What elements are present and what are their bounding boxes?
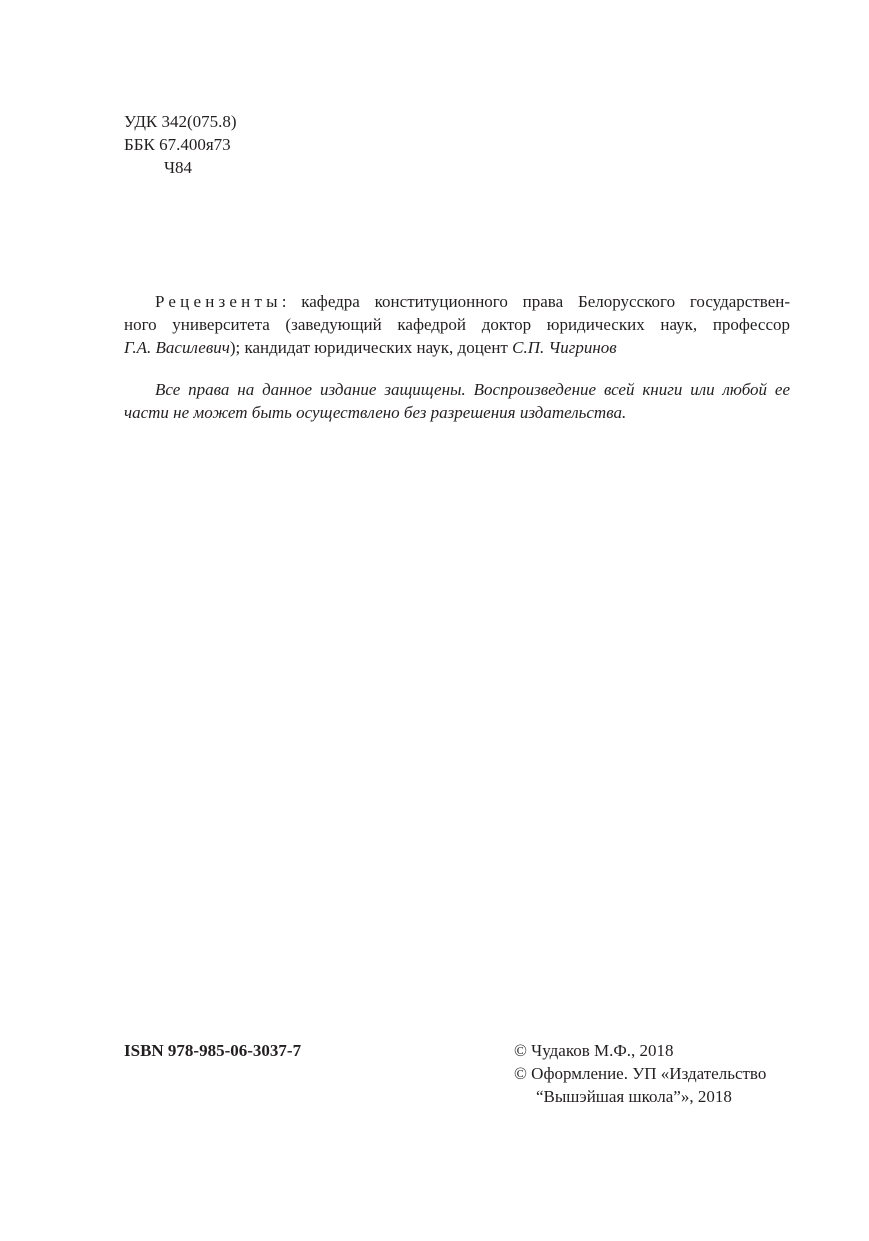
reviewers-line-1 bbox=[124, 290, 790, 313]
classification-block bbox=[124, 110, 237, 179]
head-of-department-name: Г.А. Василевич bbox=[124, 338, 230, 357]
docent-name: С.П. Чигринов bbox=[512, 338, 617, 357]
reviewers-paragraph bbox=[124, 290, 790, 359]
rights-notice bbox=[124, 378, 790, 424]
bbk-code: ББК 67.400я73 bbox=[124, 135, 231, 154]
author-mark: Ч84 bbox=[164, 158, 193, 177]
copyright-design: © Оформление. УП «Издательство bbox=[514, 1064, 767, 1083]
reviewers-line-3-middle: ); кандидат юридических наук, доцент bbox=[229, 338, 513, 357]
copyright-publisher: “Вышэйшая школа”», 2018 bbox=[536, 1087, 732, 1106]
rights-line-1: Все права на данное издание защищены. Воспроизведение всей книги или любой ее bbox=[155, 380, 790, 399]
reviewers-line-1-text: : кафедра конституционного права Белорусского государствен- bbox=[281, 292, 790, 311]
reviewers-line-2: ного университета (заведующий кафедрой доктор юридических наук, профессор bbox=[124, 315, 790, 334]
copyright-author: © Чудаков М.Ф., 2018 bbox=[514, 1041, 674, 1060]
reviewers-label: Рецензенты bbox=[155, 292, 282, 311]
rights-line-2: части не может быть осуществлено без разрешения издательства. bbox=[124, 403, 627, 422]
udk-code: УДК 342(075.8) bbox=[124, 112, 237, 131]
copyright-block bbox=[514, 1039, 766, 1108]
isbn: ISBN 978-985-06-3037-7 bbox=[124, 1041, 302, 1060]
reviewers-line-3 bbox=[124, 336, 790, 359]
